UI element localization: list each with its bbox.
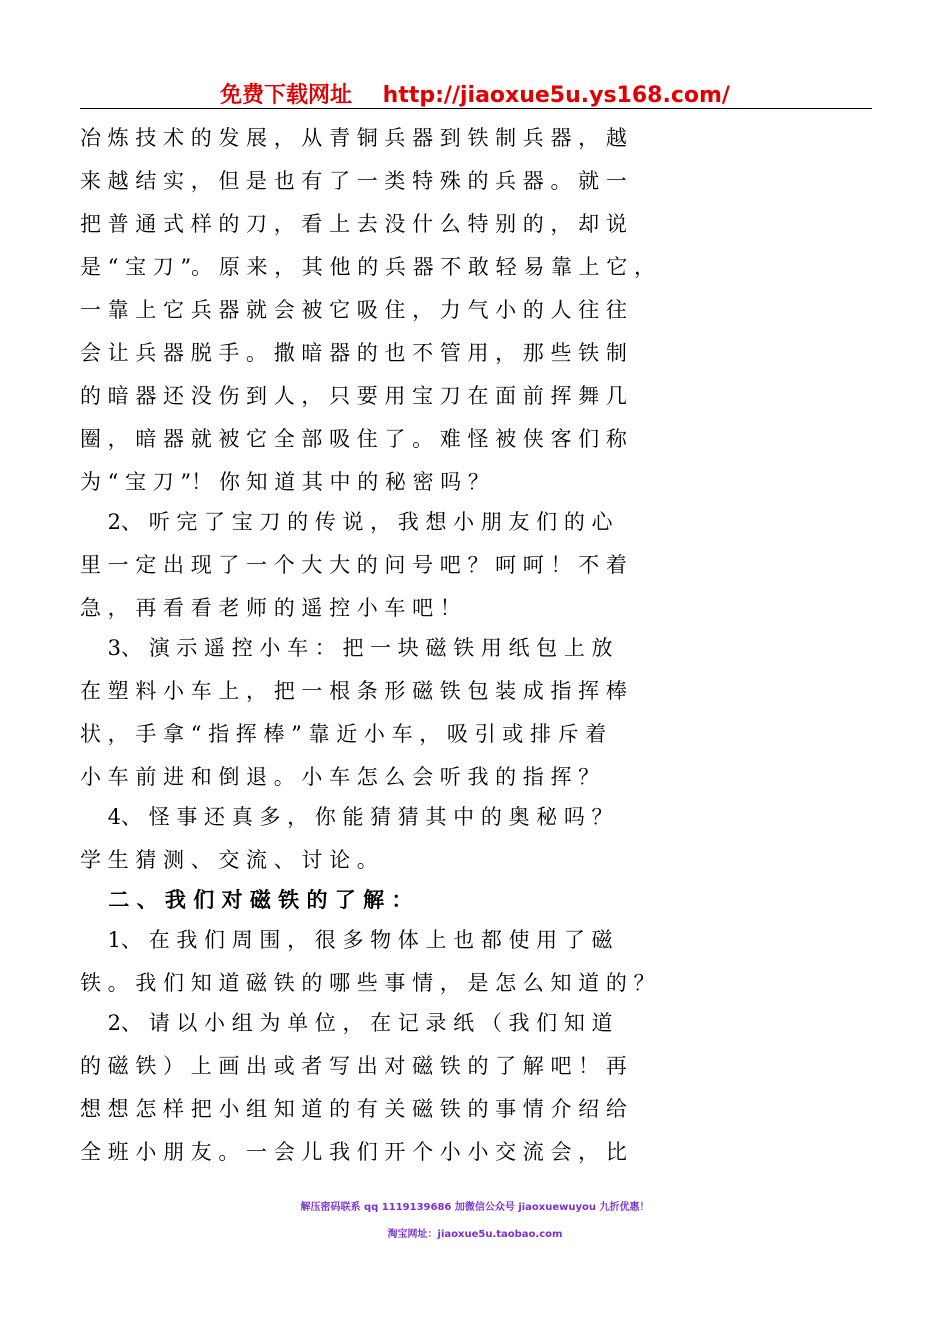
header-divider (80, 108, 872, 109)
header-banner (0, 78, 950, 109)
text-line: 在 塑 料 小 车 上 ， 把 一 根 条 形 磁 铁 包 装 成 指 挥 棒 (80, 679, 627, 703)
header-url-link[interactable]: http://jiaoxue5u.ys168.com/ (382, 83, 730, 108)
text-line: 3、 演 示 遥 控 小 车 ： 把 一 块 磁 铁 用 纸 包 上 放 (80, 636, 613, 660)
text-line: 状 ， 手 拿 “ 指 挥 棒 ” 靠 近 小 车 ， 吸 引 或 排 斥 着 (80, 722, 607, 746)
text-line: 想 想 怎 样 把 小 组 知 道 的 有 关 磁 铁 的 事 情 介 绍 给 (80, 1097, 627, 1121)
text-line: 会 让 兵 器 脱 手 。 撒 暗 器 的 也 不 管 用 ， 那 些 铁 制 (80, 341, 627, 365)
text-line: 2、 请 以 小 组 为 单 位 ， 在 记 录 纸 （ 我 们 知 道 (80, 1011, 613, 1035)
text-line: 为 “ 宝 刀 ”！ 你 知 道 其 中 的 秘 密 吗 ？ (80, 470, 489, 494)
text-line: 是 “ 宝 刀 ”。 原 来 ， 其 他 的 兵 器 不 敢 轻 易 靠 上 它 ， (80, 255, 655, 279)
text-line: 小 车 前 进 和 倒 退 。 小 车 怎 么 会 听 我 的 指 挥 ？ (80, 765, 600, 789)
text-line: 4、 怪 事 还 真 多 ， 你 能 猜 猜 其 中 的 奥 秘 吗 ？ (80, 805, 613, 829)
text-line: 把 普 通 式 样 的 刀 ， 看 上 去 没 什 么 特 别 的 ， 却 说 (80, 212, 627, 236)
text-line: 来 越 结 实 ， 但 是 也 有 了 一 类 特 殊 的 兵 器 。 就 一 (80, 169, 627, 193)
text-line: 一 靠 上 它 兵 器 就 会 被 它 吸 住 ， 力 气 小 的 人 往 往 (80, 298, 627, 322)
text-line: 2、 听 完 了 宝 刀 的 传 说 ， 我 想 小 朋 友 们 的 心 (80, 510, 613, 534)
text-line: 冶 炼 技 术 的 发 展 ， 从 青 铜 兵 器 到 铁 制 兵 器 ， 越 (80, 126, 627, 150)
text-line: 急 ， 再 看 看 老 师 的 遥 控 小 车 吧 ！ (80, 596, 461, 620)
text-line: 里 一 定 出 现 了 一 个 大 大 的 问 号 吧 ？ 呵 呵 ！ 不 着 (80, 553, 627, 577)
text-line: 学 生 猜 测 、 交 流 、 讨 论 。 (80, 848, 378, 872)
footer-contact: 解压密码联系 qq 1119139686 加微信公众号 jiaoxuewuyou 九折优惠！ (300, 1202, 650, 1213)
footer-shop-link[interactable]: 淘宝网址：jiaoxue5u.taobao.com (387, 1229, 563, 1240)
text-line: 全 班 小 朋 友 。 一 会 儿 我 们 开 个 小 小 交 流 会 ， 比 (80, 1140, 627, 1164)
text-line: 铁 。 我 们 知 道 磁 铁 的 哪 些 事 情 ， 是 怎 么 知 道 的 ？ (80, 971, 655, 995)
text-line: 的 暗 器 还 没 伤 到 人 ， 只 要 用 宝 刀 在 面 前 挥 舞 几 (80, 384, 627, 408)
text-line: 圈 ， 暗 器 就 被 它 全 部 吸 住 了 。 难 怪 被 侠 客 们 称 (80, 427, 627, 451)
section-heading: 二 、 我 们 对 磁 铁 的 了 解 ： (80, 887, 413, 912)
header-label: 免费下载网址 (220, 83, 353, 108)
text-line: 1、 在 我 们 周 围 ， 很 多 物 体 上 也 都 使 用 了 磁 (80, 928, 613, 952)
text-line: 的 磁 铁 ） 上 画 出 或 者 写 出 对 磁 铁 的 了 解 吧 ！ 再 (80, 1054, 627, 1078)
